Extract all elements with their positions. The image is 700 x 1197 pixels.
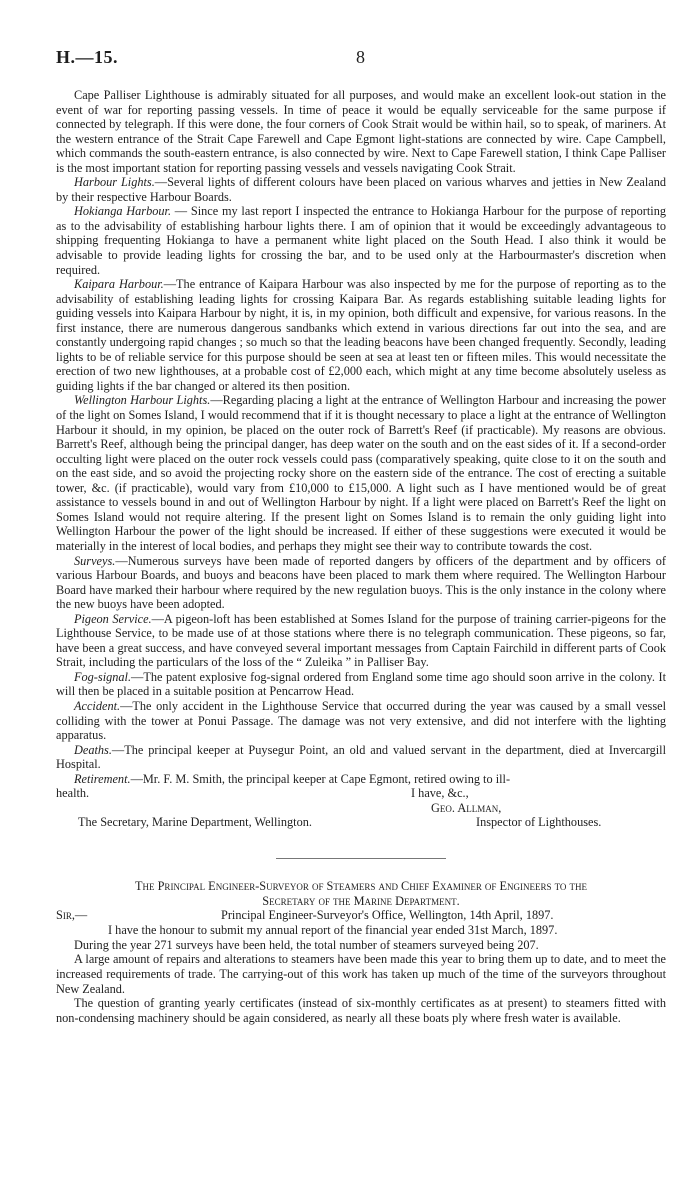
paragraph bbox=[56, 554, 666, 612]
paragraph-text: —Mr. F. M. Smith, the principal keeper at Cape Egmont, retired owing to ill- bbox=[130, 771, 511, 786]
paragraph bbox=[56, 88, 666, 175]
section-divider bbox=[276, 858, 446, 859]
paragraph-heading: Surveys. bbox=[74, 553, 116, 568]
paragraph-text: —The entrance of Kaipara Harbour was also inspected by me for the purpose of reporting as to the advisability of establishing leading lights for crossing Kaipara Bar. As regards establishing suitable leading lights for guiding vessels into Kaipara Harbour by night, it is, in my opinion, both difficult and expensive, for various reasons. In the first instance, there are numerous dangerous sandbanks which extend in various directions far out into the sea, and are constantly undergoing rapid changes ; so much so that the leading beacons have been changed frequently. Secondly, leading lights to be of reliable service for this purpose should be seen at sea at least ten or fifteen miles. This would necessitate the erection of two new lighthouses, at a probable cost of £2,000 each, which might at any time become absolutely useless as guiding lights if the bar changed or altered its then position. bbox=[56, 277, 666, 393]
document-reference: H.—15. bbox=[56, 47, 119, 67]
page-header bbox=[56, 47, 666, 74]
signer-name: Geo. Allman, bbox=[431, 800, 502, 815]
signature-block bbox=[56, 786, 666, 830]
paragraph-heading: Harbour Lights. bbox=[74, 175, 155, 190]
paragraph-text: The question of granting yearly certificates (instead of six-monthly certificates as at present) to steamers fitted with non-condensing machinery should be again considered, as nearly all these boats ply where fresh water is available. bbox=[56, 996, 666, 1025]
paragraph-heading: Kaipara Harbour. bbox=[74, 277, 164, 292]
paragraph-text: —The patent explosive fog-signal ordered from England some time ago should soon arrive in the colony. It will then be placed in a suitable position at Pencarrow Head. bbox=[56, 669, 666, 699]
paragraph-text: — Since my last report I inspected the entrance to Hokianga Harbour for the purpose of reporting as to the advisability of establishing harbour lights there. I am of opinion that it would be exceedingly advantageous to shipping frequenting Hokianga to have a permanent white light placed on the South Head. I also think it would be advisable to provide leading lights for crossing the bar, and to be used only at the Harbourmaster's discretion when required. bbox=[56, 204, 667, 277]
signer-title: Inspector of Lighthouses. bbox=[476, 815, 602, 830]
paragraph-text: Cape Palliser Lighthouse is admirably situated for all purposes, and would make an excellent look-out station in the event of war for reporting passing vessels. In time of peace it would be equally serviceable for the same purpose if connected by telegraph. If this were done, the four corners of Cook Strait would be within hail, so to speak, of mariners. At the western entrance of the Strait Cape Farewell and Cape Egmont light-stations are connected by wire. Cape Campbell, which commands the south-eastern entrance, is also connected by wire. Next to Cape Farewell station, I think Cape Palliser is the most important station for reporting passing vessels and vessels navigating Cook Strait. bbox=[56, 88, 666, 175]
paragraph-text: —A pigeon-loft has been established at Somes Island for the purpose of training carrier-pigeons for the Lighthouse Service, to be made use of at those stations where there is no telegraph communication. These pigeons, so far, have been a great success, and have conveyed several important messages from Captain Fairchild in different parts of Cook Strait, including the particulars of the loss of the “ Zuleika ” in Palliser Bay. bbox=[56, 611, 666, 670]
paragraph-text: A large amount of repairs and alterations to steamers have been made this year to bring them up to date, and to meet the increased requirements of trade. The carrying-out of this work has taken up much of the time of the surveyors throughout New Zealand. bbox=[56, 952, 666, 996]
paragraph bbox=[56, 952, 666, 996]
addressee: The Secretary, Marine Department, Wellington. bbox=[78, 815, 312, 830]
paragraph-text: I have the honour to submit my annual report of the financial year ended 31st March, 1897. bbox=[108, 923, 558, 938]
paragraph bbox=[56, 393, 666, 553]
paragraph bbox=[56, 743, 666, 772]
addressing-line: The Principal Engineer-Surveyor of Steamers and Chief Examiner of Engineers to the bbox=[135, 879, 587, 894]
addressing-line: Secretary of the Marine Department. bbox=[262, 893, 460, 908]
page-number: 8 bbox=[356, 47, 365, 67]
paragraph-text: —The principal keeper at Puysegur Point, an old and valued servant in the department, died at Invercargill Hospital. bbox=[56, 742, 666, 772]
paragraph bbox=[56, 277, 666, 393]
paragraph-text: —Several lights of different colours have been placed on various wharves and jetties in New Zealand by their respective Harbour Boards. bbox=[56, 175, 667, 204]
paragraph-heading: Fog-signal. bbox=[74, 669, 132, 684]
paragraph bbox=[56, 923, 666, 938]
paragraph bbox=[56, 772, 666, 787]
paragraph bbox=[56, 612, 666, 670]
paragraph-heading: Retirement. bbox=[74, 771, 131, 786]
paragraph bbox=[56, 699, 666, 743]
paragraph-heading: Accident. bbox=[74, 698, 121, 713]
letter-salutation-row bbox=[56, 908, 666, 923]
letter-addressing bbox=[56, 879, 666, 908]
paragraph bbox=[56, 938, 666, 953]
paragraph-heading: Hokianga Harbour. bbox=[74, 204, 172, 219]
paragraph-text: —Numerous surveys have been made of reported dangers by officers of the department and by officers of various Harbour Boards, and buoys and beacons have been placed to mark them where required. The Wellington Harbour Board have marked their harbour where required by the new regulation buoys. This is the only instance in the colony where the new buoys have been adopted. bbox=[56, 553, 666, 612]
paragraph-text: —The only accident in the Lighthouse Service that occurred during the year was caused by a small vessel colliding with the tower at Ponui Passage. The damage was not very extensive, and did not interfere with the lighting apparatus. bbox=[56, 698, 666, 743]
signoff-closing: I have, &c., bbox=[411, 786, 469, 801]
paragraph bbox=[56, 996, 666, 1025]
document-body bbox=[56, 88, 666, 1025]
paragraph-heading: Wellington Harbour Lights. bbox=[74, 393, 211, 408]
paragraph-text: —Regarding placing a light at the entrance of Wellington Harbour and increasing the power of the light on Somes Island, I would recommend that if it is thought necessary to place a light at the entrance of Wellington Harbour it should, in my opinion, be placed on the outer rock of Barrett's Reef (if practicable). My reasons are obvious. Barrett's Reef, although being the principal danger, has deep water on the south and on the east sides of it. If a second-order occulting light were placed on the outer rock vessels could pass (comparatively speaking, quite close to it on the south and on the east side, and so avoid the projecting rocky shore on the eastern side of the entrance. The cost of erecting a suitable tower, &c. (if practicable), would vary from £10,000 to £15,000. A light such as I have mentioned would be of great assistance to vessels bound in and out of Wellington Harbour by night. If a light were placed on Barrett's Reef the light on Somes Island would not require altering. If the present light on Somes Island is to remain the only guiding light into Wellington Harbour the power of the light should be increased. If either of these suggestions were executed it would be materially in the interest of local bodies, and perhaps they might see their way to contribute towards the cost. bbox=[56, 393, 666, 553]
salutation: Sir,— bbox=[56, 908, 88, 923]
office-date: Principal Engineer-Surveyor's Office, Wellington, 14th April, 1897. bbox=[221, 908, 554, 923]
paragraph bbox=[56, 204, 666, 277]
paragraph bbox=[56, 175, 666, 204]
signoff-continuation: health. bbox=[56, 786, 90, 801]
paragraph-text: During the year 271 surveys have been held, the total number of steamers surveyed being 207. bbox=[74, 937, 539, 952]
paragraph-heading: Deaths. bbox=[74, 742, 112, 757]
paragraph bbox=[56, 670, 666, 699]
paragraph-heading: Pigeon Service. bbox=[74, 611, 152, 626]
